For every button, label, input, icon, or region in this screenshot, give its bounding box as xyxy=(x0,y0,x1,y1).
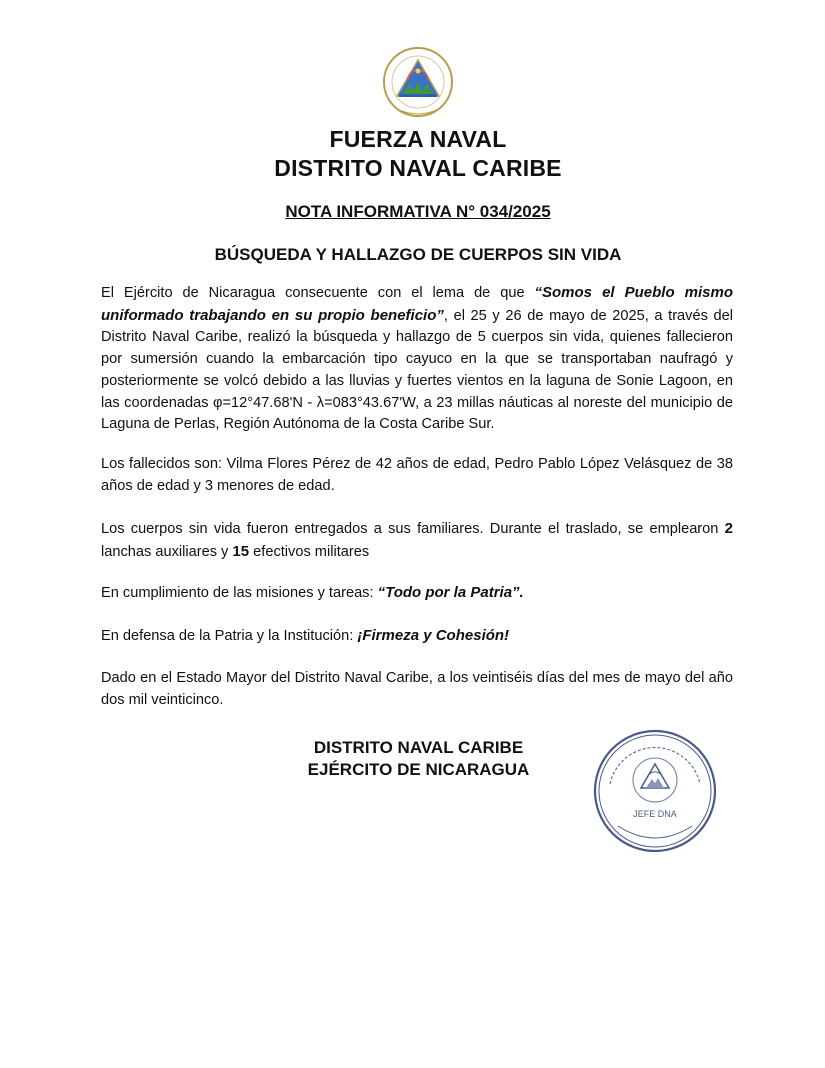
paragraph-date: Dado en el Estado Mayor del Distrito Naval Caribe, a los veintiséis días del mes de mayo del año dos mil veinticinco. xyxy=(101,670,733,708)
signature-distrito: DISTRITO NAVAL CARIBE xyxy=(313,738,524,757)
motto-firmeza-cohesion: ¡Firmeza y Cohesión! xyxy=(357,627,510,644)
signature-ejercito: EJÉRCITO DE NICARAGUA xyxy=(307,760,530,779)
boats-count: 2 xyxy=(724,520,733,537)
nicaragua-coat-of-arms-icon xyxy=(373,44,463,122)
army-motto: “Somos el Pueblo mismo uniformado trabajando en su propio beneficio” xyxy=(101,284,733,324)
header-distrito-naval: DISTRITO NAVAL CARIBE xyxy=(274,155,562,181)
paragraph-defense: En defensa de la Patria y la Institución: ¡Firmeza y Cohesión! xyxy=(101,627,510,644)
paragraph-missions: En cumplimiento de las misiones y tareas: “Todo por la Patria”. xyxy=(101,584,524,601)
motto-todo-por-la-patria: “Todo por la Patria”. xyxy=(377,584,524,601)
paragraph-deceased: Los fallecidos son: Vilma Flores Pérez de 42 años de edad, Pedro Pablo López Velásquez de 38 años de edad y 3 menores de edad. xyxy=(101,456,733,494)
official-stamp-icon xyxy=(590,728,720,854)
header-fuerza-naval: FUERZA NAVAL xyxy=(329,126,507,152)
note-subject: BÚSQUEDA Y HALLAZGO DE CUERPOS SIN VIDA xyxy=(214,245,622,264)
paragraph-delivery: Los cuerpos sin vida fueron entregados a sus familiares. Durante el traslado, se emplearon 2 lanchas auxiliares y 15 efectivos militares xyxy=(101,520,733,560)
personnel-count: 15 xyxy=(232,542,250,560)
seal-center-text: JEFE DNA xyxy=(633,809,677,819)
paragraph-search-report: El Ejército de Nicaragua consecuente con el lema de que “Somos el Pueblo mismo uniformado trabajando en su propio beneficio”, el 25 y 26 de mayo de 2025, a través del Distrito Naval Caribe, realizó la búsqueda y hallazgo de 5 cuerpos sin vida, quienes fallecieron por sumersión cuando la embarcación tipo cayuco en la que se transportaban naufragó y posteriormente se volcó debido a las lluvias y fuertes vientos en la laguna de Sonie Lagoon, en las coordenadas φ=12°47.68'N - λ=083°43.67'W, a 23 millas náuticas al noreste del municipio de Laguna de Perlas, Región Autónoma de la Costa Caribe Sur. xyxy=(101,284,733,433)
note-number: NOTA INFORMATIVA N° 034/2025 xyxy=(285,202,551,221)
